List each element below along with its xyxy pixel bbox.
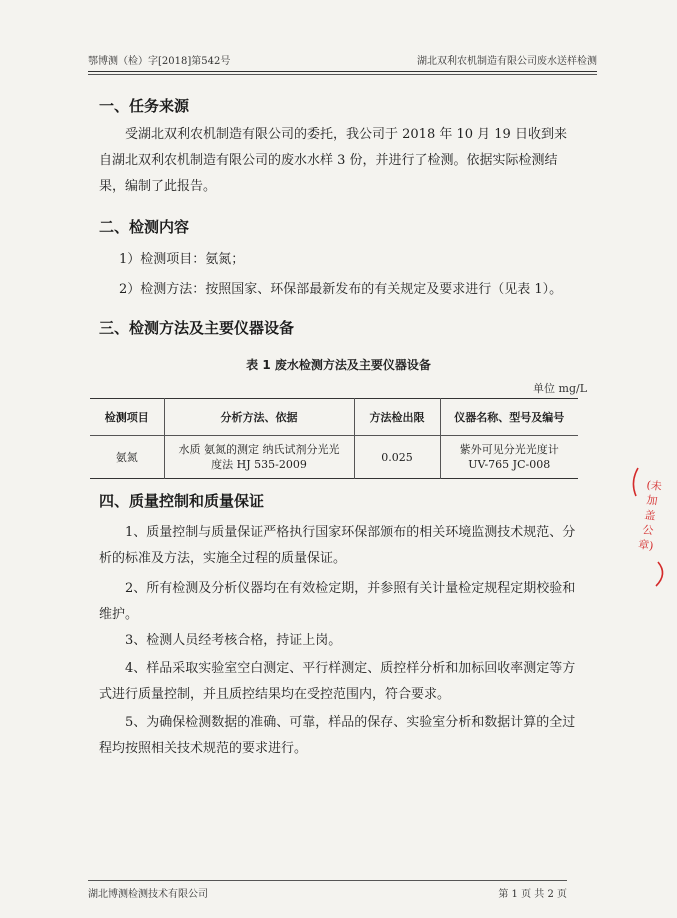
section-2-item-2: 2）检测方法：按照国家、环保部最新发布的有关规定及要求进行（见表 1）。 (119, 282, 563, 297)
cell-method (164, 436, 354, 479)
table-unit: 单位 mg/L (533, 382, 587, 395)
qc-paragraph-5: 5、为确保检测数据的准确、可靠，样品的保存、实验室分析和数据计算的全过程均按照相关技术规范的要求进行。 (99, 715, 576, 756)
qc-paragraph-2: 2、所有检测及分析仪器均在有效检定期，并参照有关计量检定规程定期校验和维护。 (99, 581, 576, 622)
company-name: 湖北博测检测技术有限公司 (88, 889, 208, 900)
qc-paragraph-3: 3、检测人员经考核合格，持证上岗。 (125, 633, 342, 648)
col-header-item: 检测项目 (90, 399, 164, 436)
section-4-heading: 四、质量控制和质量保证 (99, 492, 265, 510)
qc-paragraph-1: 1、质量控制与质量保证严格执行国家环保部颁布的相关环境监测技术规范、分析的标准及方法，实施全过程的质量保证。 (99, 525, 576, 566)
page-header (88, 52, 597, 72)
cell-limit: 0.025 (354, 436, 440, 479)
qc-paragraph-4: 4、样品采取实验室空白测定、平行样测定、质控样分析和加标回收率测定等方式进行质量控制，并且质控结果均在受控范围内，符合要求。 (99, 661, 576, 702)
col-header-limit: 方法检出限 (354, 399, 440, 436)
report-title: 湖北双利农机制造有限公司废水送样检测 (417, 56, 597, 67)
col-header-instrument: 仪器名称、型号及编号 (440, 399, 578, 436)
report-number: 鄂博测（检）字[2018]第542号 (88, 56, 231, 67)
cell-instrument (440, 436, 578, 479)
table-header-row (90, 399, 578, 436)
page-number: 第 1 页 共 2 页 (498, 889, 567, 900)
stamp-text: (未加盖公章) (637, 478, 663, 553)
methods-table (90, 398, 578, 479)
cell-instrument-line-2: UV-765 JC-008 (468, 458, 551, 471)
page-footer (88, 880, 567, 900)
cell-method-line-1: 水质 氨氮的测定 纳氏试剂分光光 (178, 443, 340, 456)
table-row (90, 436, 578, 479)
section-2-heading: 二、检测内容 (99, 218, 190, 236)
table-caption: 表 1 废水检测方法及主要仪器设备 (246, 358, 431, 372)
section-1-paragraph: 受湖北双利农机制造有限公司的委托，我公司于 2018 年 10 月 19 日收到来自湖北双利农机制造有限公司的废水水样 3 份，并进行了检测。依据实际检测结果，编制了此报告。 (99, 127, 567, 194)
cell-method-line-2: 度法 HJ 535-2009 (211, 458, 307, 471)
cell-instrument-line-1: 紫外可见分光光度计 (459, 443, 559, 456)
section-3-heading: 三、检测方法及主要仪器设备 (99, 319, 295, 337)
col-header-method: 分析方法、依据 (164, 399, 354, 436)
section-2-item-1: 1）检测项目：氨氮； (119, 252, 245, 267)
section-1-heading: 一、任务来源 (99, 97, 190, 115)
cell-item: 氨氮 (90, 436, 164, 479)
handwritten-stamp-note (628, 462, 672, 592)
